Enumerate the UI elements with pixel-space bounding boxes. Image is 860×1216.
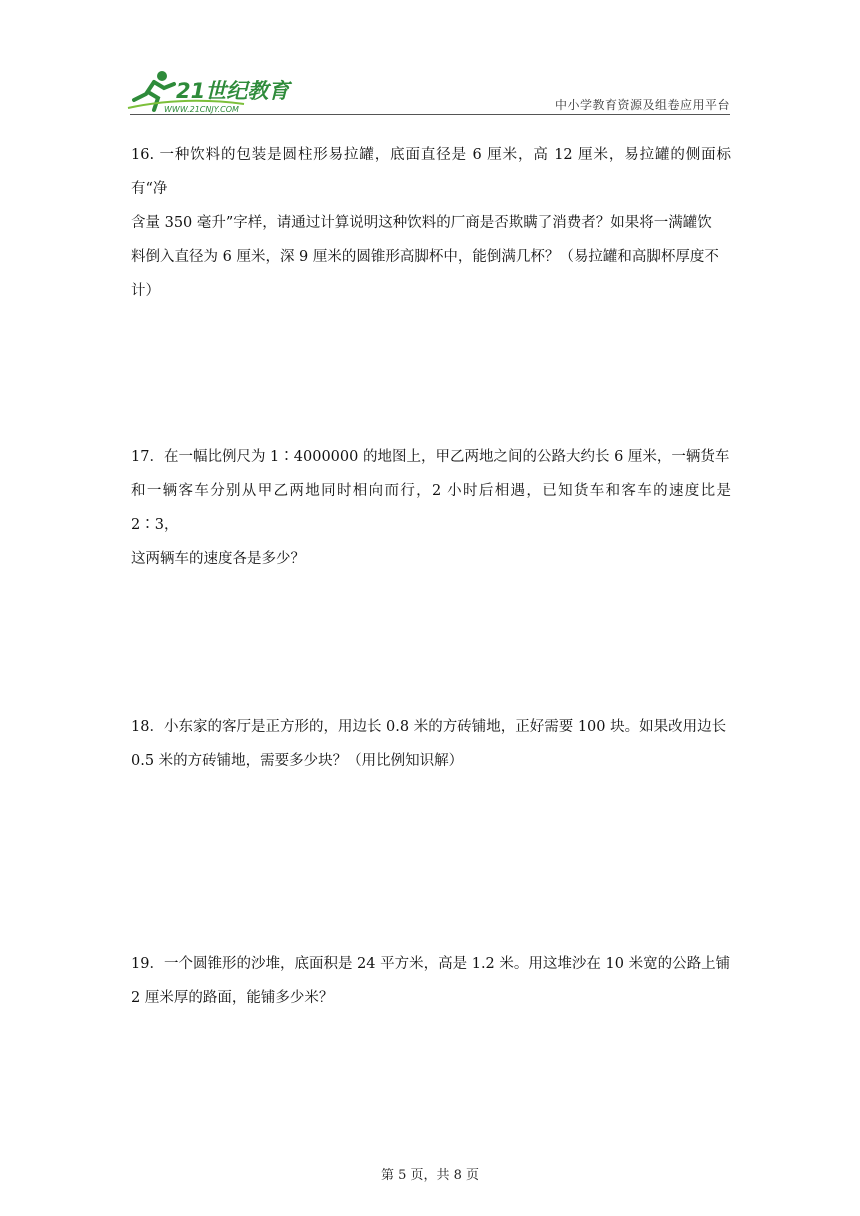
question-16 bbox=[131, 138, 731, 308]
question-line: 料倒入直径为 6 厘米，深 9 厘米的圆锥形高脚杯中，能倒满几杯？（易拉罐和高脚杯厚度不 bbox=[131, 249, 719, 265]
logo-url-text: WWW.21CNJY.COM bbox=[164, 105, 239, 114]
question-18 bbox=[131, 710, 731, 778]
question-line: 16. 一种饮料的包装是圆柱形易拉罐，底面直径是 6 厘米，高 12 厘米，易拉罐的侧面标有“净 bbox=[131, 147, 731, 197]
question-line: 含量 350 毫升”字样，请通过计算说明这种饮料的厂商是否欺瞒了消费者？如果将一满罐饮 bbox=[131, 215, 712, 231]
question-17 bbox=[131, 440, 731, 576]
question-line: 2 厘米厚的路面，能铺多少米？ bbox=[131, 990, 334, 1006]
logo bbox=[124, 66, 324, 116]
question-line: 计） bbox=[131, 283, 160, 299]
page-header bbox=[0, 0, 860, 120]
page-number: 第 5 页，共 8 页 bbox=[380, 1168, 480, 1183]
logo-main-text: 21世纪教育 bbox=[176, 79, 290, 103]
question-line: 18．小东家的客厅是正方形的，用边长 0.8 米的方砖铺地，正好需要 100 块。如果改用边长 bbox=[131, 719, 727, 735]
question-line: 这两辆车的速度各是多少？ bbox=[131, 551, 305, 567]
question-line: 17．在一幅比例尺为 1∶4000000 的地图上，甲乙两地之间的公路大约长 6 厘米，一辆货车 bbox=[131, 449, 730, 465]
question-line: 和一辆客车分别从甲乙两地同时相向而行，2 小时后相遇，已知货车和客车的速度比是 2∶3， bbox=[131, 483, 731, 533]
question-line: 0.5 米的方砖铺地，需要多少块？（用比例知识解） bbox=[131, 753, 464, 769]
question-line: 19．一个圆锥形的沙堆，底面积是 24 平方米，高是 1.2 米。用这堆沙在 10 米宽的公路上铺 bbox=[131, 956, 731, 972]
header-platform-text: 中小学教育资源及组卷应用平台 bbox=[554, 98, 730, 112]
header-divider bbox=[130, 114, 730, 115]
question-19 bbox=[131, 947, 731, 1015]
